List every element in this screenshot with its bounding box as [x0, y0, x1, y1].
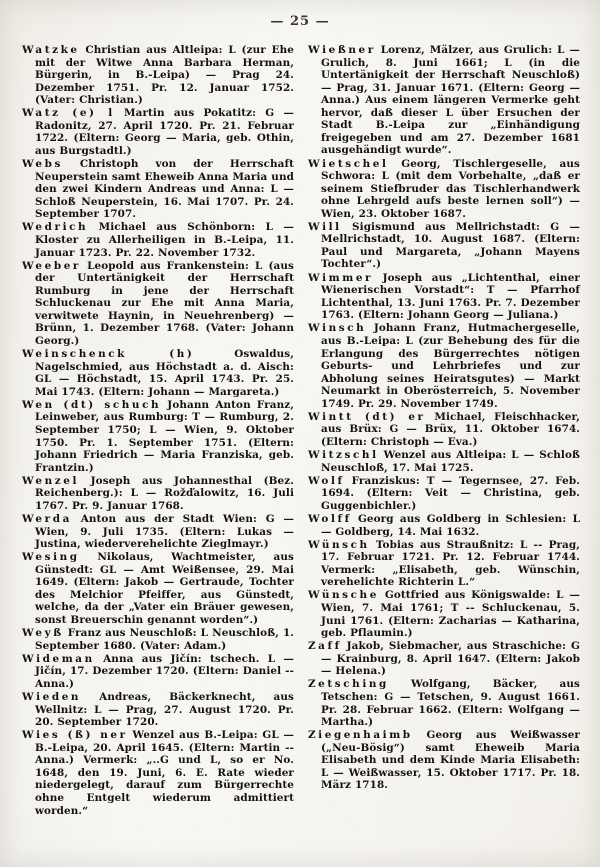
dictionary-entry — [22, 107, 294, 157]
entry-body: Anna aus Jičín: tschech. L — Jičín, 17. Dezember 1720. (Eltern: Daniel -- Anna.) — [35, 652, 294, 690]
text-column-right — [308, 44, 580, 793]
entry-body: Wenzel aus B.-Leipa: GL — B.-Leipa, 20. April 1645. (Eltern: Martin -- Anna.) Vermerk: „..G und L, so er No. 1648, den 19. Juni, 6. E. Rate wieder niedergelegt, darauf zum Bürgerrechte ohne Entgelt wiederum admittiert worden.“ — [35, 729, 294, 817]
entry-body: Georg, Tischlergeselle, aus Schwora: L (mit dem Vorbehalte, „daß er seinem Stiefbruder das Tischlerhandwerk ohne Lehrgeld aufs beste lernen soll“) — Wien, 23. Oktober 1687. — [321, 157, 580, 220]
dictionary-entry — [22, 348, 294, 398]
entry-headword: Wesing — [22, 551, 80, 564]
entry-headword: Wolff — [308, 512, 352, 525]
entry-headword: Weeber — [22, 259, 81, 272]
entry-body: Andreas, Bäckerknecht, aus Wellnitz: L — Prag, 27. August 1720. Pr. 20. September 1720. — [35, 691, 294, 729]
entry-headword: Webs — [22, 158, 63, 171]
text-body-two-column — [22, 44, 580, 856]
dictionary-entry — [308, 729, 580, 792]
entry-headword: Will — [308, 220, 342, 233]
dictionary-entry — [308, 158, 580, 221]
entry-body: Joseph aus Johannesthal (Bez. Reichenberg.): L — Rožďalowitz, 16. Juli 1767. Pr. 9. Januar 1768. — [35, 474, 294, 512]
entry-headword: Werda — [22, 512, 72, 525]
dictionary-entry — [308, 221, 580, 271]
entry-body: Franz aus Neuschloß: L Neuschloß, 1. September 1680. (Vater: Adam.) — [35, 627, 294, 652]
dictionary-entry — [22, 551, 294, 626]
dictionary-entry — [22, 691, 294, 729]
dictionary-entry — [22, 399, 294, 474]
entry-body: Christian aus Altleipa: L (zur Ehe mit der Witwe Anna Barbara Herman, Bürgerin, in B.-Leipa) — Prag 24. Dezember 1751. Pr. 12. Januar 1752. (Vater: Christian.) — [35, 44, 294, 107]
dictionary-entry — [308, 322, 580, 410]
entry-body: Nikolaus, Wachtmeister, aus Günstedt: GL — Amt Weißensee, 29. Mai 1649. (Eltern: Jakob — Gertraude, Tochter des Melchior Pfeiffer, aus Günstedt, welche, da der „Vater ein Bräuer gewesen, sonst Breuerschin genannt worden“.) — [35, 551, 294, 626]
entry-body: Michael aus Schönborn: L — Kloster zu Allerheiligen in B.-Leipa, 11. Januar 1723. Pr. 22. November 1732. — [35, 221, 294, 259]
entry-headword: Witzschl — [308, 449, 379, 462]
entry-body: Anton aus der Stadt Wien: G — Wien, 9. Juli 1735. (Eltern: Lukas — Justina, wiederverehelichte Zieglmayr.) — [35, 512, 294, 551]
entry-body: Christoph von der Herrschaft Neuperstein samt Eheweib Anna Maria und den zwei Kindern Andreas und Anna: L — Schloß Neuperstein, 16. Mai 1707. Pr. 24. September 1707. — [35, 158, 294, 221]
entry-headword: Ziegenhaimb — [308, 729, 413, 742]
dictionary-entry — [22, 44, 294, 107]
entry-body: Jakob, Siebmacher, aus Straschiche: G — Krainburg, 8. April 1647. (Eltern: Jakob — Helena.) — [321, 640, 580, 678]
entry-body: Johann Franz, Hutmachergeselle, aus B.-Leipa: L (zur Behebung des für die Erlangung des Bürgerrechtes nötigen Geburts- und Lehrbriefes und zur Abholung seines Heiratsgutes) — Markt Neumarkt in Oberösterreich, 5. November 1749. Pr. 29. November 1749. — [321, 322, 580, 410]
entry-headword: Winsch — [308, 322, 367, 335]
dictionary-entry — [22, 221, 294, 259]
entry-headword: Wideman — [22, 652, 95, 665]
dictionary-entry — [22, 158, 294, 221]
entry-body: Lorenz, Mälzer, aus Grulich: L — Grulich, 8. Juni 1661; L (in die Untertänigkeit der Herrschaft Neuschloß) — Prag, 31. Januar 1671. (Eltern: Georg — Anna.) Aus einem längeren Vermerke geht hervor, daß dieser L über Ersuchen der Stadt B.-Leipa zur „Einhändigung freigegeben und am 27. Dezember 1681 ausgehändigt wurde“. — [321, 44, 580, 157]
dictionary-entry — [22, 475, 294, 513]
entry-headword: Wenzel — [22, 474, 80, 487]
entry-headword: Zetsching — [308, 678, 389, 691]
dictionary-entry — [22, 653, 294, 691]
dictionary-entry — [308, 640, 580, 678]
entry-headword: Wolf — [308, 474, 345, 487]
entry-body: Leopold aus Frankenstein: L (aus der Untertänigkeit der Herrschaft Rumburg in jene der Herrschaft Schluckenau zur Ehe mit Anna Maria, verwitwete Haynin, in Neuehrenberg) — Brünn, 1. Dezember 1768. (Vater: Johann Georg.) — [35, 259, 294, 347]
entry-headword: Weyß — [22, 627, 64, 640]
entry-body: Johann Anton Franz, Leinweber, aus Rumburg: T — Rumburg, 2. September 1750; L — Wien, 9. Oktober 1750. Pr. 1. September 1751. (Eltern: Johann Friedrich — Maria Franziska, geb. Frantzin.) — [35, 398, 294, 474]
entry-body: Joseph aus „Lichtenthal, einer Wienerischen Vorstadt“: T — Pfarrhof Lichtenthal, 13. Juni 1763. Pr. 7. Dezember 1763. (Eltern: Johann Georg — Juliana.) — [321, 271, 580, 322]
entry-body: Wenzel aus Altleipa: L — Schloß Neuschloß, 17. Mai 1725. — [321, 449, 580, 474]
entry-headword: Watz (e) l — [22, 107, 115, 120]
dictionary-entry — [308, 411, 580, 449]
entry-headword: Watzke — [22, 44, 80, 56]
dictionary-entry — [22, 513, 294, 551]
entry-headword: Wünsch — [308, 538, 370, 551]
entry-headword: Wimmer — [308, 271, 374, 284]
dictionary-entry — [308, 475, 580, 513]
entry-headword: Wietschel — [308, 157, 389, 170]
entry-body: Gottfried aus Königswalde: L — Wien, 7. Mai 1761; T -- Schluckenau, 5. Juni 1761. (Eltern: Zacharias — Katharina, geb. Pflaumin.) — [321, 589, 580, 640]
entry-body: Oswaldus, Nagelschmied, aus Höchstadt a. d. Aisch: GL — Höchstadt, 15. April 1743. Pr. 25. Mai 1743. (Eltern: Johann — Margareta.) — [35, 348, 294, 398]
entry-body: Georg aus Weißwasser („Neu-Bösig“) samt Eheweib Maria Elisabeth und dem Kinde Maria Elisabeth: L — Weißwasser, 15. Oktober 1717. Pr. 18. März 1718. — [321, 729, 580, 792]
dictionary-entry — [308, 449, 580, 474]
entry-body: Franziskus: T — Tegernsee, 27. Feb. 1694. (Eltern: Veit — Christina, geb. Guggenbichler.) — [321, 474, 580, 512]
dictionary-entry — [308, 539, 580, 589]
entry-body: Michael, Fleischhacker, aus Brüx: G — Brüx, 11. Oktober 1674. (Eltern: Christoph — Eva.) — [321, 410, 580, 448]
entry-headword: Weinschenck (h) — [22, 348, 195, 361]
dictionary-entry — [308, 678, 580, 728]
entry-headword: Wintt (dt) er — [308, 410, 426, 423]
entry-headword: Wünsche — [308, 589, 379, 602]
dictionary-entry — [308, 272, 580, 322]
entry-headword: Wen (dt) schuch — [22, 398, 162, 411]
dictionary-entry — [22, 260, 294, 348]
entry-body: Georg aus Goldberg in Schlesien: L — Goldberg, 14. Mai 1632. — [321, 512, 580, 538]
dictionary-entry — [308, 513, 580, 538]
dictionary-entry — [308, 44, 580, 157]
dictionary-entry — [22, 729, 294, 817]
page-number-header: — 25 — — [270, 14, 330, 29]
entry-headword: Wießner — [308, 44, 376, 56]
entry-body: Wolfgang, Bäcker, aus Tetschen: G — Tetschen, 9. August 1661. Pr. 28. Februar 1662. (Eltern: Wolfgang — Martha.) — [321, 678, 580, 729]
entry-body: Tobias aus Straußnitz: L -- Prag, 17. Februar 1721. Pr. 12. Februar 1744. Vermerk: „Elisabeth, geb. Wünschin, verehelichte Richterin L.“ — [321, 538, 580, 589]
entry-headword: Wies (ß) ner — [22, 729, 128, 742]
entry-headword: Wieden — [22, 691, 82, 704]
dictionary-entry — [308, 589, 580, 639]
dictionary-entry — [22, 627, 294, 652]
entry-headword: Zaff — [308, 640, 342, 653]
text-column-left — [22, 44, 294, 818]
entry-body: Martin aus Pokatitz: G — Radonitz, 27. April 1720. Pr. 21. Februar 1722. (Eltern: Georg — Maria, geb. Othin, aus Burgstadtl.) — [35, 107, 294, 157]
entry-headword: Wedrich — [22, 221, 89, 234]
entry-body: Sigismund aus Mellrichstadt: G — Mellrichstadt, 10. August 1687. (Eltern: Paul und Margareta, „Johann Mayens Tochter“.) — [321, 220, 580, 271]
